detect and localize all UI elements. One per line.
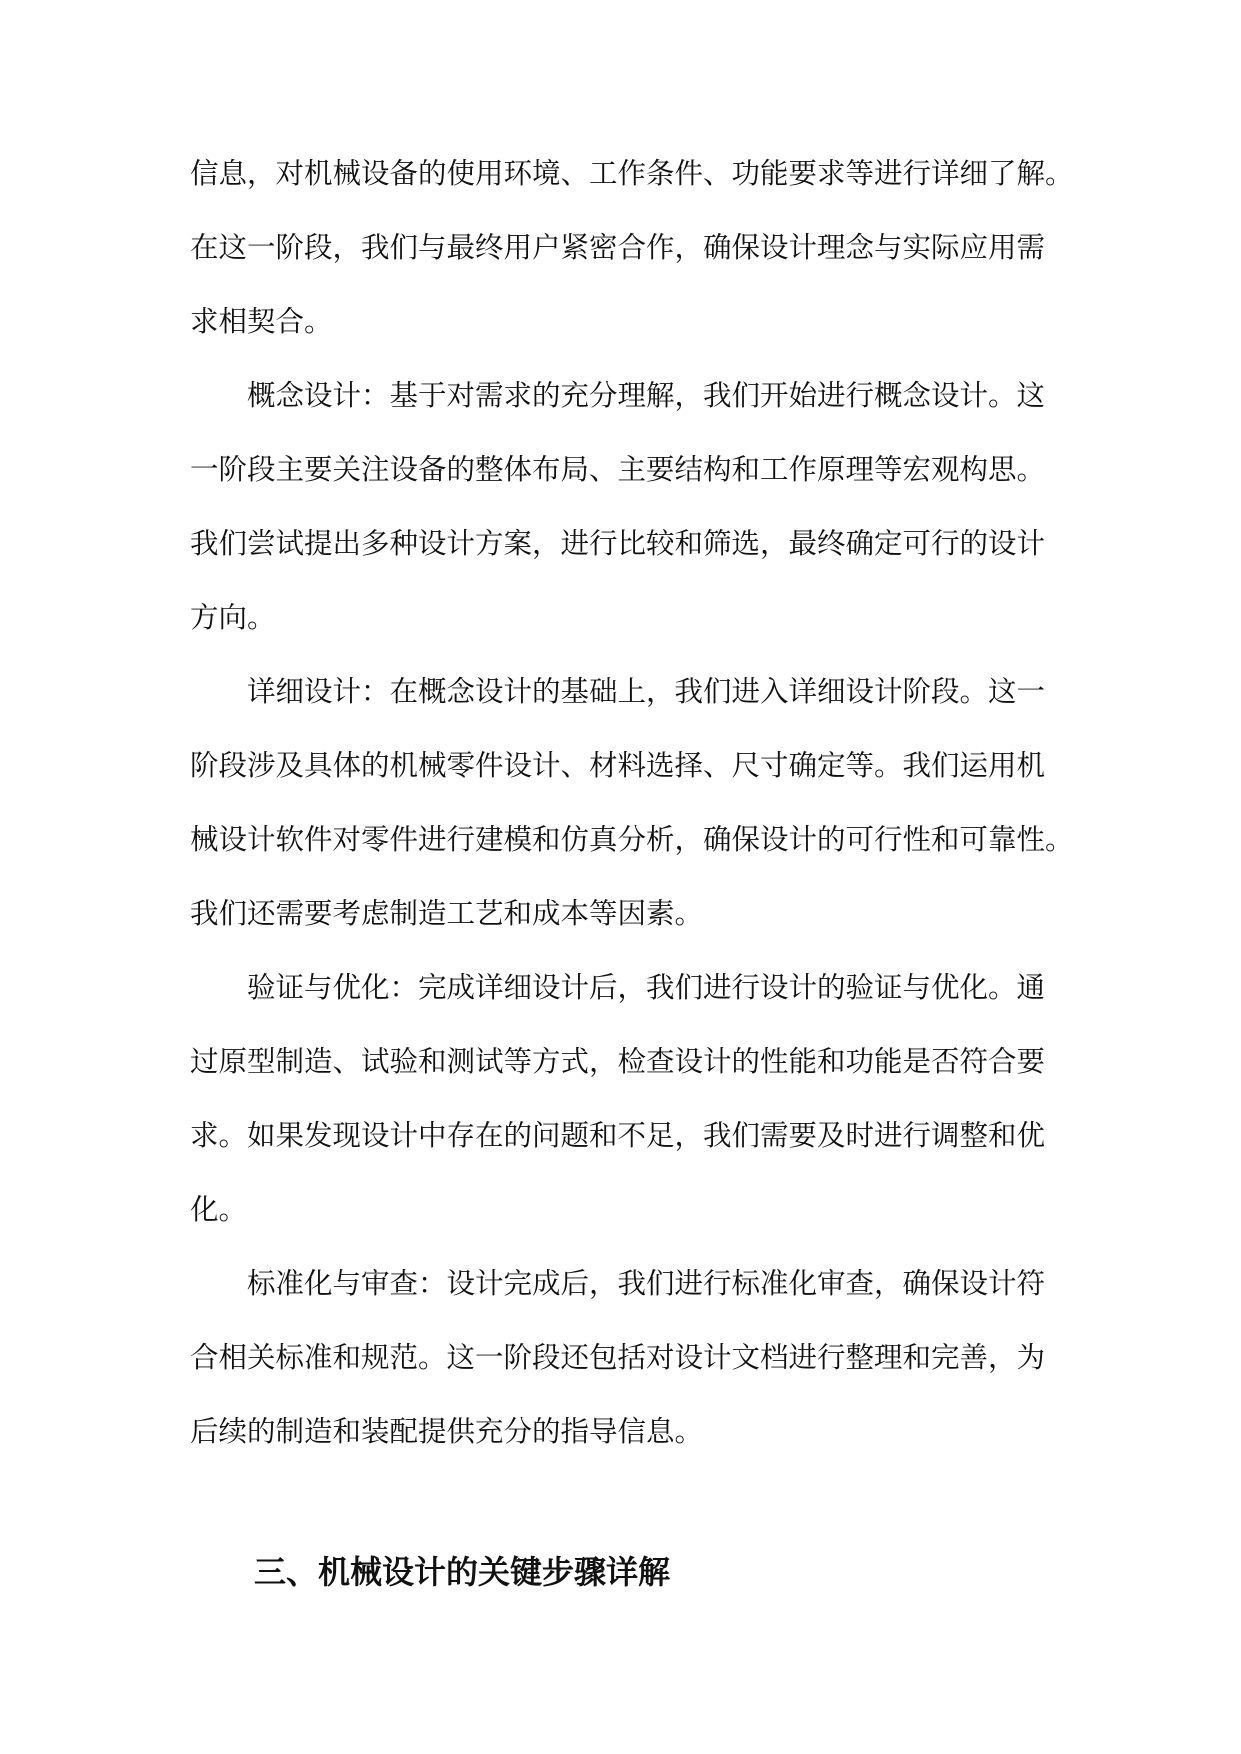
section-heading: 三、机械设计的关键步骤详解 [254,1553,671,1591]
paragraph-line: 合相关标准和规范。这一阶段还包括对设计文档进行整理和完善，为 [190,1341,1046,1374]
paragraph-line: 过原型制造、试验和测试等方式，检查设计的性能和功能是否符合要 [190,1045,1046,1078]
paragraph-line: 求相契合。 [190,305,333,338]
paragraph-line: 阶段涉及具体的机械零件设计、材料选择、尺寸确定等。我们运用机 [190,749,1046,782]
paragraph-line: 一阶段主要关注设备的整体布局、主要结构和工作原理等宏观构思。 [190,453,1046,486]
paragraph-line: 后续的制造和装配提供充分的指导信息。 [190,1415,704,1448]
paragraph-line: 标准化与审查：设计完成后，我们进行标准化审查，确保设计符 [247,1267,1046,1300]
paragraph-line: 在这一阶段，我们与最终用户紧密合作，确保设计理念与实际应用需 [190,231,1046,264]
paragraph-line: 方向。 [190,601,276,634]
paragraph-line: 我们还需要考虑制造工艺和成本等因素。 [190,897,704,930]
paragraph-line: 化。 [190,1193,248,1226]
paragraph-line: 我们尝试提出多种设计方案，进行比较和筛选，最终确定可行的设计 [190,527,1046,560]
paragraph-line: 信息，对机械设备的使用环境、工作条件、功能要求等进行详细了解。 [190,157,1074,190]
paragraph-line: 详细设计：在概念设计的基础上，我们进入详细设计阶段。这一 [247,675,1046,708]
paragraph-line: 求。如果发现设计中存在的问题和不足，我们需要及时进行调整和优 [190,1119,1046,1152]
paragraph-line: 械设计软件对零件进行建模和仿真分析，确保设计的可行性和可靠性。 [190,823,1074,856]
paragraph-line: 验证与优化：完成详细设计后，我们进行设计的验证与优化。通 [247,971,1046,1004]
paragraph-line: 概念设计：基于对需求的充分理解，我们开始进行概念设计。这 [247,379,1046,412]
